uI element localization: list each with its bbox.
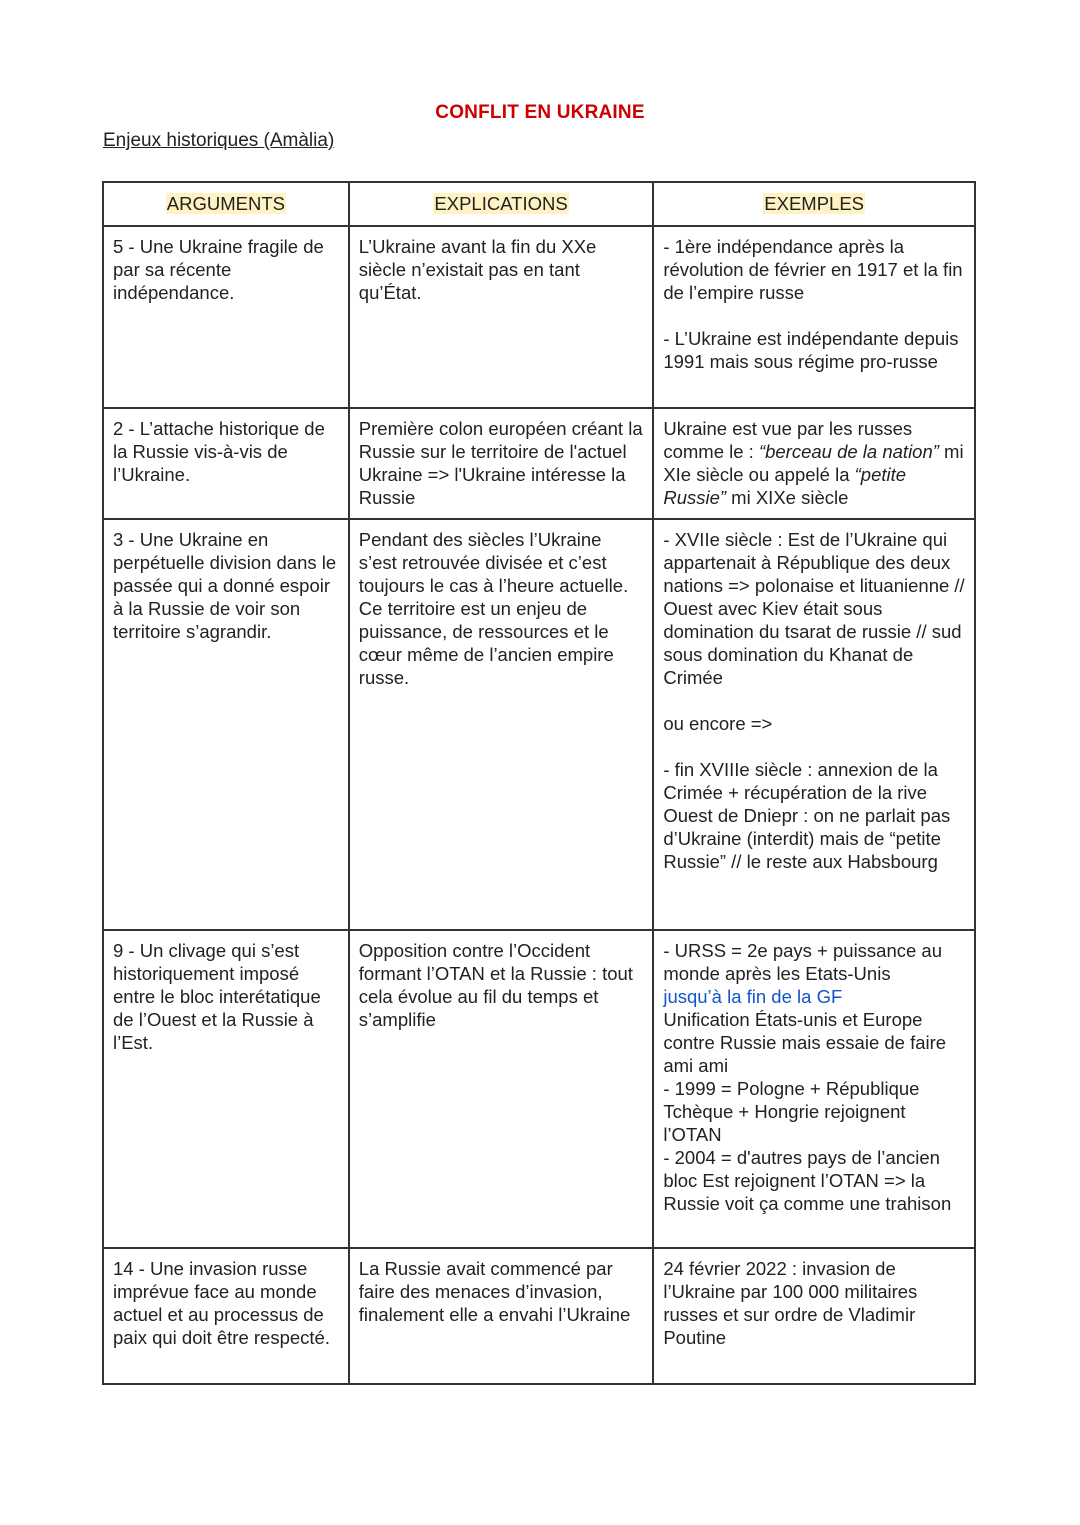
exemple-cell bbox=[653, 226, 975, 408]
argument-cell: 9 - Un clivage qui s’est historiquement imposé entre le bloc interétatique de l’Ouest et la Russie à l’Est. bbox=[103, 930, 349, 1248]
exemple-quote: “petite Russie” bbox=[663, 464, 907, 508]
table-row bbox=[103, 408, 975, 519]
explication-cell: L’Ukraine avant la fin du XXe siècle n’existait pas en tant qu’État. bbox=[349, 226, 654, 408]
exemple-line: - 1999 = Pologne + République Tchèque + Hongrie rejoignent l’OTAN bbox=[663, 1078, 920, 1145]
section-heading: Enjeux historiques (Amàlia) bbox=[103, 130, 335, 151]
argument-cell: 14 - Une invasion russe imprévue face au monde actuel et au processus de paix qui doit être respecté. bbox=[103, 1248, 349, 1384]
explication-cell: La Russie avait commencé par faire des menaces d’invasion, finalement elle a envahi l’Ukraine bbox=[349, 1248, 654, 1384]
argument-cell: 2 - L’attache historique de la Russie vis-à-vis de l’Ukraine. bbox=[103, 408, 349, 519]
exemple-paragraph: - XVIIe siècle : Est de l’Ukraine qui appartenait à République des deux nations => polonaise et lituanienne // Ouest avec Kiev était sous domination du tsarat de russie // sud sous domination du Khanat de Crimée bbox=[663, 529, 965, 688]
exemple-line: - 2004 = d'autres pays de l’ancien bloc Est rejoignent l’OTAN => la Russie voit ça comme une trahison bbox=[663, 1147, 952, 1214]
table-row bbox=[103, 226, 975, 408]
explication-paragraph: Pendant des siècles l’Ukraine s’est retrouvée divisée et c’est toujours le cas à l’heure actuelle. bbox=[358, 529, 629, 596]
exemple-paragraph: - fin XVIIIe siècle : annexion de la Crimée + récupération de la rive Ouest de Dniepr : on ne parlait pas d’Ukraine (interdit) mais de “petite Russie” // le reste aux Habsbourg bbox=[663, 759, 951, 872]
exemple-paragraph: ou encore => bbox=[663, 713, 773, 734]
explication-cell: Opposition contre l’Occident formant l’OTAN et la Russie : tout cela évolue au fil du temps et s’amplifie bbox=[349, 930, 654, 1248]
arguments-table bbox=[102, 181, 976, 1385]
exemple-cell bbox=[653, 519, 975, 930]
table-row bbox=[103, 930, 975, 1248]
exemple-paragraph: - L’Ukraine est indépendante depuis 1991 mais sous régime pro-russe bbox=[663, 328, 959, 372]
explication-paragraph: Ce territoire est un enjeu de puissance, de ressources et le cœur même de l’ancien empire russe. bbox=[358, 598, 614, 688]
exemple-cell bbox=[653, 408, 975, 519]
header-explications bbox=[349, 182, 654, 226]
argument-cell: 5 - Une Ukraine fragile de par sa récente indépendance. bbox=[103, 226, 349, 408]
exemple-line: Unification États-unis et Europe contre Russie mais essaie de faire ami ami bbox=[663, 1009, 947, 1076]
explication-cell bbox=[349, 519, 654, 930]
exemple-text: Ukraine est vue par les russes comme le : bbox=[663, 418, 913, 462]
exemple-quote: “berceau de la nation” bbox=[758, 441, 939, 462]
argument-cell: 3 - Une Ukraine en perpétuelle division dans le passée qui a donné espoir à la Russie de voir son territoire s’agrandir. bbox=[103, 519, 349, 930]
exemple-cell bbox=[653, 930, 975, 1248]
header-arguments bbox=[103, 182, 349, 226]
header-label: ARGUMENTS bbox=[166, 193, 285, 214]
exemple-link[interactable]: jusqu’à la fin de la GF bbox=[663, 986, 843, 1007]
exemple-text: mi XIe siècle ou appelé la bbox=[663, 441, 964, 485]
table-header-row bbox=[103, 182, 975, 226]
exemple-paragraph: - 1ère indépendance après la révolution de février en 1917 et la fin de l’empire russe bbox=[663, 236, 963, 303]
explication-cell: Première colon européen créant la Russie sur le territoire de l'actuel Ukraine => l'Ukraine intéresse la Russie bbox=[349, 408, 654, 519]
exemple-line: - URSS = 2e pays + puissance au monde après les Etats-Unis bbox=[663, 940, 943, 984]
exemple-cell: 24 février 2022 : invasion de l’Ukraine par 100 000 militaires russes et sur ordre de Vladimir Poutine bbox=[653, 1248, 975, 1384]
header-label: EXEMPLES bbox=[764, 193, 865, 214]
exemple-text: mi XIXe siècle bbox=[726, 487, 849, 508]
header-exemples bbox=[653, 182, 975, 226]
document-title: CONFLIT EN UKRAINE bbox=[435, 102, 645, 123]
header-label: EXPLICATIONS bbox=[434, 193, 568, 214]
table-row bbox=[103, 1248, 975, 1384]
table-row bbox=[103, 519, 975, 930]
